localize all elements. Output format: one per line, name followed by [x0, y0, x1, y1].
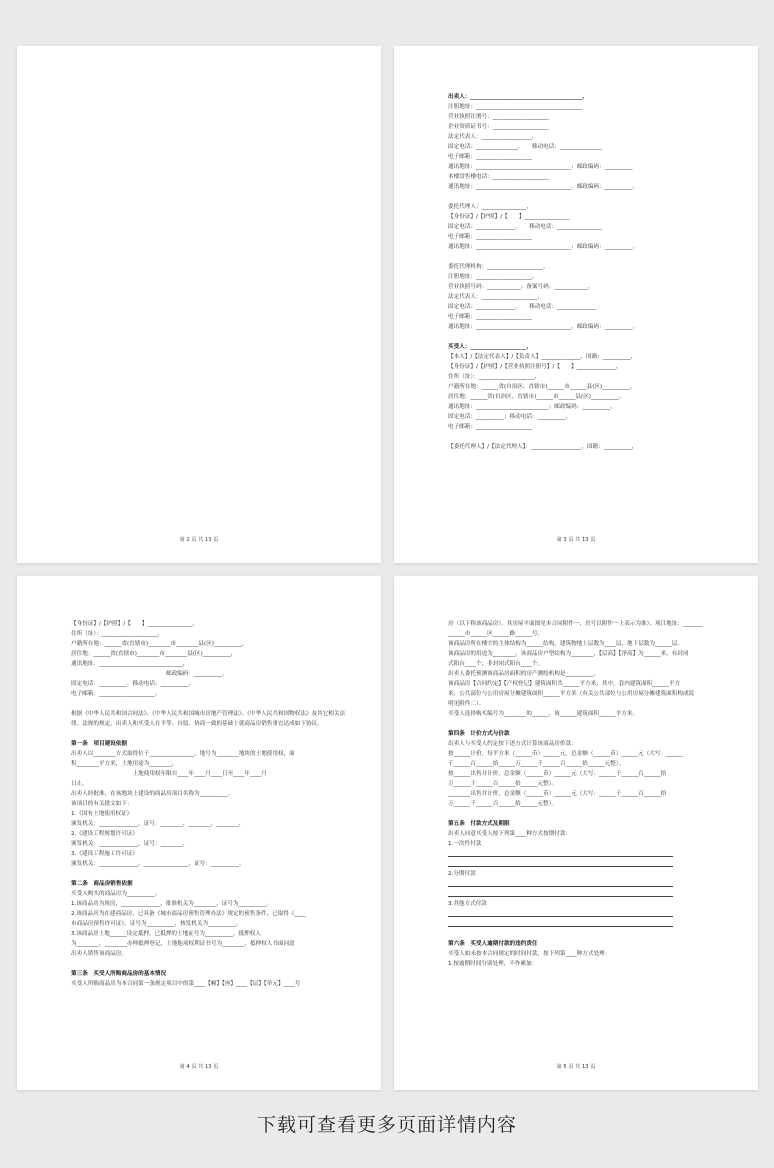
fill-in-line: [448, 909, 728, 919]
text-line: 企业资质证书号：____________________: [448, 124, 549, 130]
text-line: 固定电话：______________， 移动电话：______________: [448, 304, 597, 310]
text-line: 市商品房预售许可证》，证号为__________，核发机关为__________。: [71, 921, 242, 927]
text-line: 通讯地址：__________________________；邮政编码：__________，: [448, 404, 616, 410]
spacer: [448, 432, 728, 442]
text-line: 式阳台____个，非封闭式阳台____个。: [448, 661, 544, 667]
text-line: 明见附件二）。: [448, 701, 485, 707]
text-line: 住所（址）：____________________，: [448, 374, 541, 380]
text-line: 注册地址：____________________，: [448, 274, 538, 280]
page-footer: 第 3 页 共 13 页: [556, 537, 596, 543]
text-line: 该商品房【合同约定】【产权登记】建筑面积共______平方米，其中，套内建筑面积______平方: [448, 681, 681, 687]
spacer: [448, 929, 728, 939]
document-page-5: [394, 576, 758, 1090]
text-line: 出卖人委托预测该商品房面积的房产测绘机构是__________，: [448, 671, 600, 677]
text-line: 电子邮箱：____________________。: [71, 691, 161, 697]
text-line: 万______千______百______拾______元整）。: [448, 801, 558, 807]
section-heading: 第六条 买受人逾期付款的违约责任: [448, 941, 538, 947]
text-line: 【身份证】/【护照】/【 】________________: [448, 214, 570, 220]
spacer: [71, 869, 351, 879]
text-line: 法定代表人：____________________，: [448, 294, 544, 300]
text-line: 法定代表人：__________________，: [448, 134, 538, 140]
text-line: 千______百______拾______万______千______百______拾______元整）。: [448, 761, 625, 767]
text-line: 按______计价，每平方米（______币）______元，总金额（______币）______元（大写：______: [448, 751, 683, 757]
spacer: [448, 719, 728, 729]
text-line: 万______千______百______拾______元整）。: [448, 781, 558, 787]
text-line: 颁发机关：______________，________________，证号：__________。: [71, 861, 245, 867]
text-line: 注册地址：______________________________________: [448, 104, 583, 110]
text-line: 3.该商品房土地______设定抵押，已抵押的土地证号为__________，抵押权人: [71, 931, 261, 937]
fill-in-line: [448, 849, 728, 859]
spacer: [71, 699, 351, 709]
text-line: 委托代理人：________________，: [448, 204, 532, 210]
text-line: 通讯地址：__________________________________，邮政编码：__________。: [448, 324, 639, 330]
spacer: [71, 729, 351, 739]
page-content: [71, 619, 351, 989]
text-line: ______市______区______路______号。: [448, 631, 544, 637]
page-content: [448, 92, 728, 452]
text-line: 电子邮箱：____________________: [448, 234, 532, 240]
text-line: 固定电话：__________，移动电话：__________，: [71, 681, 195, 687]
text-line: 颁发机关：______________，证号：________，: [71, 841, 189, 847]
text-line: 通讯地址：__________________________________；邮政编码：__________: [448, 164, 633, 170]
text-line: 户籍所在地：______省(自治区、直辖市)______市______县(区)__________，: [448, 384, 636, 390]
paragraph: 根据《中华人民共和国合同法》、《中华人民共和国城市房地产管理法》、《中华人民共和国物权法》及其它相关法律、法规的规定，出卖人和买受人在平等、自愿、协商一致的基础上就商品房销售事宜达成如下协议。: [71, 711, 346, 727]
text-line: 通讯地址：______________________________，: [71, 661, 189, 667]
text-line: 按______出售并计价，总金额（______币）______元（大写：______千______百______拾: [448, 771, 667, 777]
text-line: 日止。: [71, 781, 88, 787]
text-line: 为________，________办理抵押登记，土地他项权利证书号为________，抵押权人书面同意: [71, 941, 295, 947]
text-line: 居住地：______省(直辖市)________市________县(区)__________，: [71, 651, 237, 657]
text-line: 出卖人以________方式取得位于________________，地号为________地块的土地使用权，面: [71, 751, 295, 757]
document-page-2: [17, 46, 381, 563]
text-line: 营业执照号码：____________；备案号码：____________，: [448, 284, 594, 290]
text-line: 买受人选择购买编号为________的______，该______建筑面积______平方米。: [448, 711, 639, 717]
text-line: 固定电话：__________；移动电话：__________，: [448, 414, 572, 420]
text-line: 【委托代理人】/【法定代理人】：__________________，国籍：__________，: [448, 444, 638, 450]
text-line: 本楼盘售楼电话：____________________: [448, 174, 549, 180]
text-line: 1.一次性付款: [448, 841, 482, 847]
text-line: 户籍所在地：______省(直辖市)________市________县(区)__________，: [71, 641, 248, 647]
fill-in-line: [448, 859, 728, 869]
text-line: 买受人购买的商品房为__________。: [71, 891, 161, 897]
download-more-prompt: 下载可查看更多页面详情内容: [256, 1114, 517, 1136]
page-content: [448, 619, 728, 969]
text-line: 积________平方米，土地用途为________，: [71, 761, 178, 767]
text-line: 固定电话：______________， 移动电话：________________: [448, 224, 602, 230]
section-heading: 第四条 计价方式与价款: [448, 731, 510, 737]
text-line: 2.分期付款: [448, 871, 476, 877]
text-line: 1.该商品房为现房，______________，批准机关为________，证号为__________。: [71, 901, 273, 907]
text-line: 该商品房所在楼宇的主体结构为______结构，建筑物地上层数为____层，地下层数为______层。: [448, 641, 683, 647]
text-line: 住所（址）：____________________，: [71, 631, 164, 637]
spacer: [448, 332, 728, 342]
text-line: 【本人】/【法定代表人】/【负责人】______________，国籍：__________，: [448, 354, 637, 360]
text-line: 颁发机关：______________，证号：________，________，________，: [71, 821, 245, 827]
text-line: 1.《国有土地使用权证》: [71, 811, 133, 817]
fill-in-line: [448, 919, 728, 929]
text-line: 米，公共部位与公用房屋分摊建筑面积______平方米（有关公共部位与公用房屋分摊建筑面积构成说: [448, 691, 695, 697]
text-line: 出卖人销售该商品房。: [71, 951, 127, 957]
text-line: 3.其他方式付款: [448, 901, 487, 907]
section-heading: 第三条 买受人所购商品房的基本情况: [71, 971, 167, 977]
fill-in-line: [448, 889, 728, 899]
text-line: 电子邮箱：____________________: [448, 424, 532, 430]
section-heading: 买受人：____________________，: [448, 344, 532, 350]
text-line: 【身份证】/【护照】/【营业执照注册号】/【 】______________，: [448, 364, 622, 370]
text-line: 该商品房的用途为________，该商品房户型结构为________，【层高】【净高】为______米，有封闭: [448, 651, 689, 657]
section-heading: 第二条 商品房销售依据: [71, 881, 133, 887]
text-line: 出卖人同意买受人按下列第____种方式按期付款：: [448, 831, 572, 837]
text-line: 居住地：______省(自治区、直辖市)______市______县(区)__________，: [448, 394, 625, 400]
text-line: 邮政编码：__________，: [71, 671, 228, 677]
text-line: 买受人如未按本合同规定的时间付款，按下列第____种方式处理：: [448, 951, 611, 957]
document-page-3: [394, 46, 758, 563]
spacer: [448, 809, 728, 819]
page-footer: 第 2 页 共 13 页: [179, 537, 219, 543]
text-line: 固定电话：_______________， 移动电话：_______________: [448, 144, 602, 150]
text-line: 2.该商品房为在建商品房，已具备《城市商品房预售管理办法》规定的预售条件，已取得《____: [71, 911, 306, 917]
section-heading: 第五条 付款方式及期限: [448, 821, 510, 827]
spacer: [448, 192, 728, 202]
text-line: 出卖人与买受人约定按下述方式计算该商品房价款：: [448, 741, 577, 747]
page-footer: 第 4 页 共 13 页: [179, 1064, 219, 1070]
text-line: 3.《建设工程施工许可证》: [71, 851, 138, 857]
text-line: ________出售并计价，总金额（______币）______元（大写：______千______百______拾: [448, 791, 667, 797]
text-line: 出卖人经批准，在该地块上建设的商品房项目名称为__________。: [71, 791, 234, 797]
text-line: 营业执照注册号：____________________: [448, 114, 549, 120]
text-line: 1.按逾期时间分别处理，不作累加：: [448, 961, 538, 967]
spacer: [71, 959, 351, 969]
text-line: 房（以下称该商品房），其房屋平面图见本合同附件一，房号以附件一上表示为准），项目地址：_______: [448, 621, 703, 627]
text-line: 通讯地址：__________________________________，邮政编码：__________。: [448, 184, 639, 190]
text-line: 电子邮箱：____________________: [448, 154, 532, 160]
text-line: 2.《建设工程规划许可证》: [71, 831, 138, 837]
text-line: 土地使用权年限自____年____月____日至____年____月: [71, 771, 267, 777]
document-page-4: [17, 576, 381, 1090]
fill-in-line: [448, 879, 728, 889]
text-line: 【身份证】/【护照】/【 】________________，: [71, 621, 198, 627]
text-line: 委托代理机构：____________________，: [448, 264, 549, 270]
spacer: [448, 252, 728, 262]
text-line: 该项目的有关批文如下：: [71, 801, 133, 807]
section-heading: 第一条 项目建设依据: [71, 741, 127, 747]
text-line: 通讯地址：__________________________________；邮政编码：__________。: [448, 244, 639, 250]
section-heading: 出卖人：________________________________________，: [448, 94, 588, 100]
text-line: 买受人所购商品房为本合同第一条规定项目中的第____【幢】【座】____【层】【单元】____号: [71, 981, 301, 987]
text-line: 电子邮箱：____________________: [448, 314, 532, 320]
page-footer: 第 5 页 共 13 页: [556, 1064, 596, 1070]
